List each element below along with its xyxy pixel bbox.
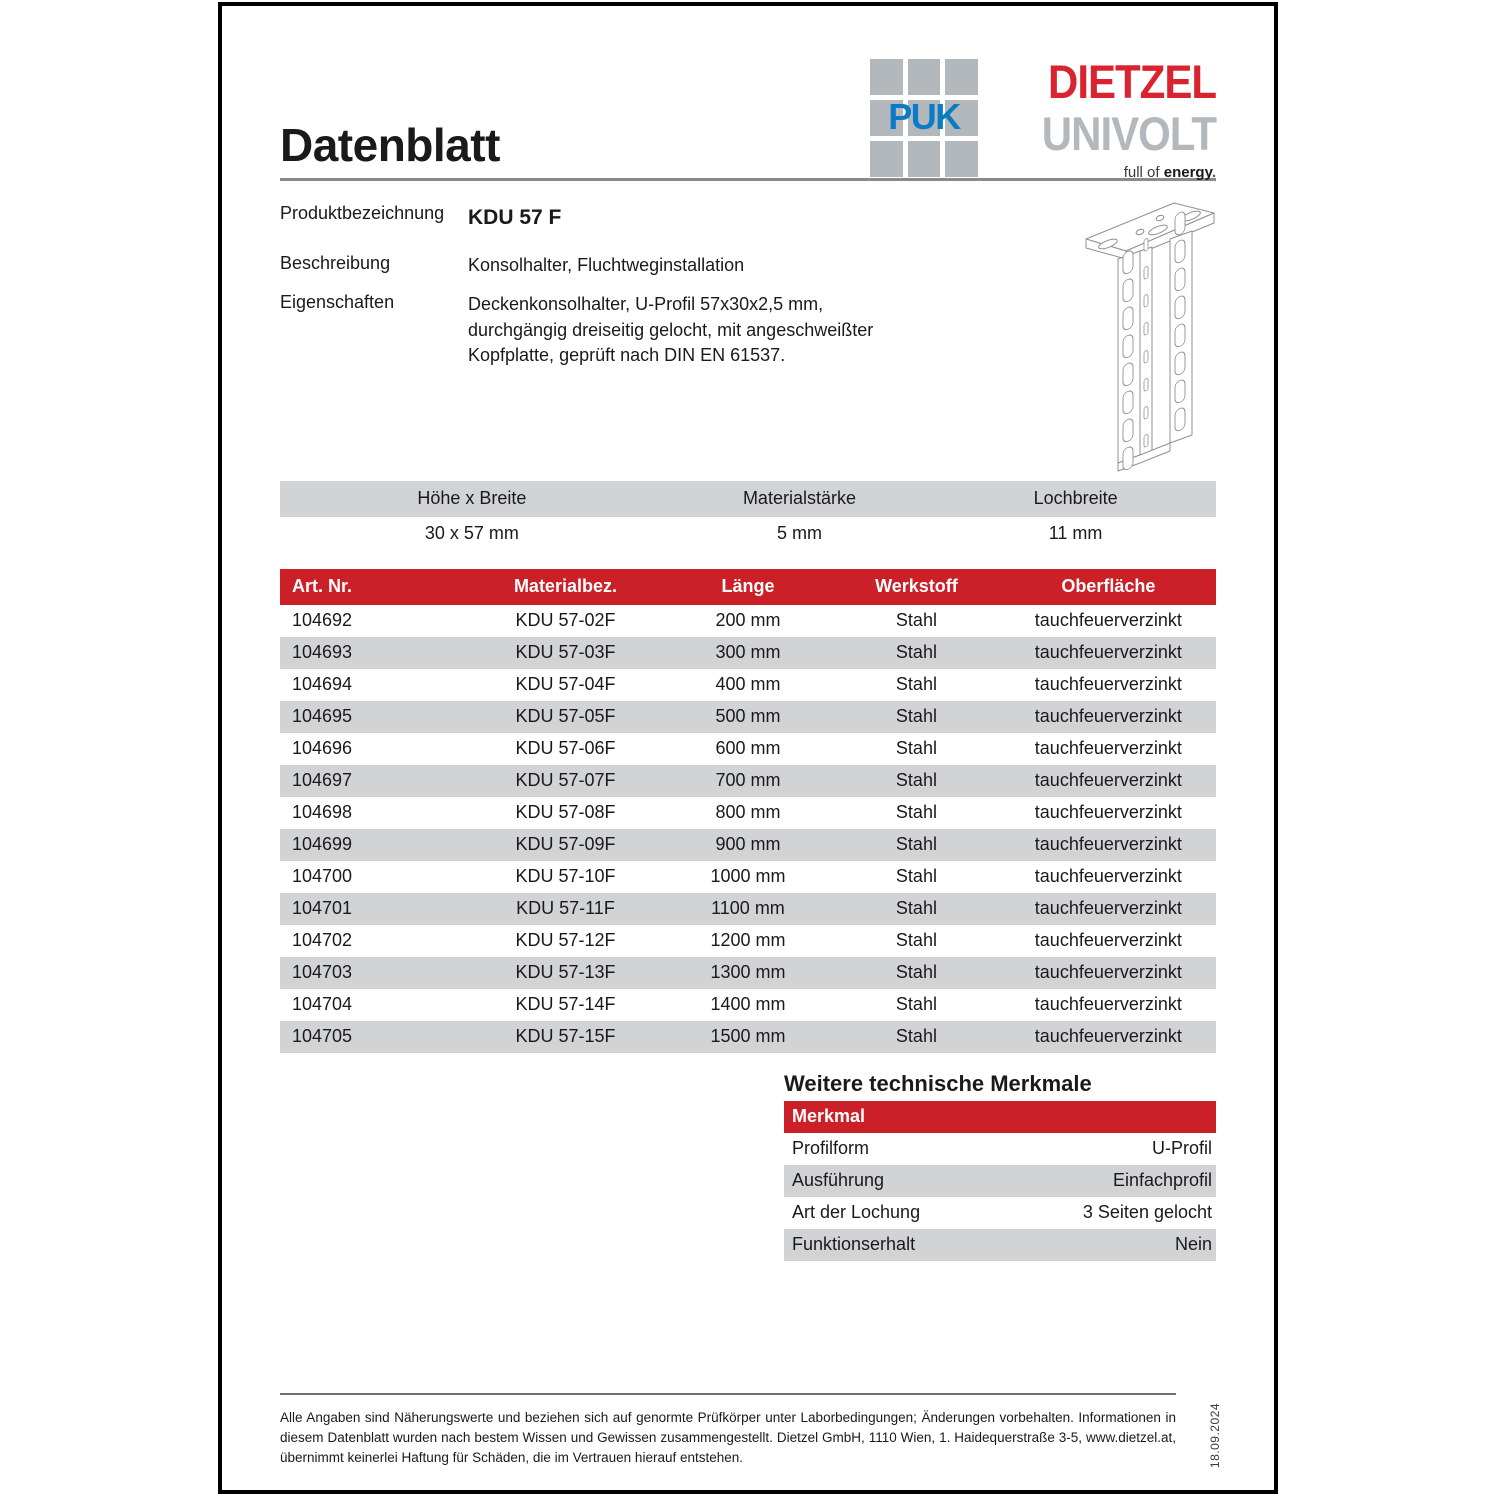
- table-cell: tauchfeuerverzinkt: [1001, 637, 1216, 669]
- table-cell: tauchfeuerverzinkt: [1034, 674, 1182, 694]
- table-row: [280, 605, 1216, 637]
- table-cell: 104703: [280, 957, 467, 989]
- table-cell: tauchfeuerverzinkt: [1034, 610, 1182, 630]
- table-row: [280, 861, 1216, 893]
- brand-tagline: [1004, 165, 1216, 180]
- merkmale-key: Art der Lochung: [792, 1202, 921, 1222]
- table-cell: Stahl: [832, 957, 1000, 989]
- page-header: [280, 6, 1216, 181]
- product-description-value: Konsolhalter, Fluchtweginstallation: [468, 254, 745, 275]
- merkmale-value: 3 Seiten gelocht: [1082, 1202, 1212, 1222]
- col-header-laenge: Länge: [664, 569, 832, 605]
- table-row: [280, 765, 1216, 797]
- puk-wordmark: PUK: [888, 96, 960, 137]
- table-cell: Stahl: [895, 994, 937, 1014]
- table-cell: 200 mm: [715, 610, 781, 630]
- col-header-werkstoff: Werkstoff: [832, 569, 1000, 605]
- tagline-light: full of: [1123, 164, 1164, 181]
- dietzel-wordmark: DIETZEL: [1048, 55, 1216, 109]
- product-illustration: [1074, 187, 1224, 487]
- table-row: [280, 637, 1216, 669]
- table-cell: Stahl: [832, 637, 1000, 669]
- table-cell: Stahl: [895, 802, 937, 822]
- table-cell: KDU 57-11F: [467, 893, 664, 925]
- table-cell: 104695: [280, 701, 467, 733]
- merkmale-row: [784, 1165, 1216, 1197]
- article-table-header-row: [280, 569, 1216, 605]
- table-cell: 104704: [292, 994, 353, 1014]
- table-cell: KDU 57-08F: [515, 802, 616, 822]
- table-cell: Stahl: [895, 674, 937, 694]
- table-cell: 104702: [292, 930, 353, 950]
- spec-value-hoehe-breite: 30 x 57 mm: [280, 517, 664, 551]
- table-cell: KDU 57-05F: [467, 701, 664, 733]
- table-cell: 800 mm: [715, 802, 781, 822]
- table-cell: 1200 mm: [710, 930, 786, 950]
- puk-grid-cell: [908, 59, 941, 95]
- spec-value-row: [280, 517, 1216, 551]
- article-table-body: [280, 605, 1216, 1053]
- table-cell: tauchfeuerverzinkt: [1034, 994, 1182, 1014]
- table-cell: Stahl: [832, 829, 1000, 861]
- table-cell: tauchfeuerverzinkt: [1001, 1021, 1216, 1053]
- table-row: [280, 669, 1216, 701]
- table-cell: 900 mm: [664, 829, 832, 861]
- spec-value-lochbreite: 11 mm: [935, 517, 1216, 551]
- merkmale-header-row: [784, 1101, 1216, 1133]
- table-cell: KDU 57-04F: [515, 674, 616, 694]
- table-cell: KDU 57-12F: [515, 930, 616, 950]
- table-cell: KDU 57-02F: [515, 610, 616, 630]
- table-cell: Stahl: [832, 1021, 1000, 1053]
- table-cell: 104694: [292, 674, 353, 694]
- logo-group: [870, 55, 1216, 181]
- page-footer: [280, 1393, 1222, 1468]
- footer-disclaimer: Alle Angaben sind Näherungswerte und beziehen sich auf genormte Prüfkörper unter Laborbedingungen; Änderungen vorbehalten. Informationen in diesem Datenblatt wurden nach bestem Wissen und Gewissen zusammengestellt. Dietzel GmbH, 1110 Wien, 1. Haidequerstraße 3-5, www.dietzel.at, übernimmt keinerlei Haftung für Schäden, die im Vertrauen hierauf entstehen.: [280, 1410, 1176, 1466]
- table-row: [280, 797, 1216, 829]
- table-cell: Stahl: [895, 866, 937, 886]
- table-cell: Stahl: [832, 893, 1000, 925]
- dimension-spec-table: [280, 481, 1216, 551]
- tagline-bold: energy: [1163, 164, 1212, 181]
- spec-header-lochbreite: Lochbreite: [935, 481, 1216, 517]
- merkmale-table-body: [784, 1133, 1216, 1261]
- article-table: [280, 569, 1216, 1053]
- col-header-oberflaeche: Oberfläche: [1001, 569, 1216, 605]
- puk-grid-cell: [870, 141, 903, 177]
- info-label: Eigenschaften: [280, 292, 395, 313]
- merkmale-value: Nein: [1022, 1229, 1216, 1261]
- merkmale-col-header: Merkmal: [784, 1101, 1216, 1133]
- table-row: [280, 957, 1216, 989]
- table-cell: tauchfeuerverzinkt: [1001, 957, 1216, 989]
- table-cell: 1300 mm: [664, 957, 832, 989]
- puk-logo: [870, 59, 978, 177]
- footer-date-stamp: 18.09.2024: [1208, 1402, 1222, 1468]
- table-row: [280, 893, 1216, 925]
- table-cell: KDU 57-06F: [515, 738, 616, 758]
- table-cell: KDU 57-03F: [467, 637, 664, 669]
- puk-grid-cell: [908, 141, 941, 177]
- table-cell: 1000 mm: [710, 866, 786, 886]
- table-cell: 600 mm: [715, 738, 781, 758]
- table-row: [280, 733, 1216, 765]
- table-cell: 1400 mm: [710, 994, 786, 1014]
- table-cell: Stahl: [895, 738, 937, 758]
- tagline-dot: .: [1211, 164, 1216, 181]
- merkmale-row: [784, 1133, 1216, 1165]
- datasheet-page: [218, 2, 1278, 1494]
- table-cell: Stahl: [832, 701, 1000, 733]
- table-cell: 1100 mm: [664, 893, 832, 925]
- table-cell: 1500 mm: [664, 1021, 832, 1053]
- merkmale-value: U-Profil: [1151, 1138, 1212, 1158]
- table-cell: 104705: [280, 1021, 467, 1053]
- table-row: [280, 701, 1216, 733]
- table-cell: KDU 57-13F: [467, 957, 664, 989]
- merkmale-value: Einfachprofil: [1022, 1165, 1216, 1197]
- table-cell: 104696: [292, 738, 353, 758]
- product-name-value: KDU 57 F: [468, 206, 562, 229]
- merkmale-key: Ausführung: [784, 1165, 1022, 1197]
- table-cell: Stahl: [895, 930, 937, 950]
- table-row: [280, 989, 1216, 1021]
- table-cell: tauchfeuerverzinkt: [1001, 701, 1216, 733]
- merkmale-row: [784, 1229, 1216, 1261]
- product-info-section: [280, 181, 1216, 481]
- table-row: [280, 1021, 1216, 1053]
- puk-grid-cell: [945, 141, 978, 177]
- table-cell: tauchfeuerverzinkt: [1001, 893, 1216, 925]
- spec-value-materialstaerke: 5 mm: [664, 517, 935, 551]
- col-header-materialbez: Materialbez.: [467, 569, 664, 605]
- table-cell: 104701: [280, 893, 467, 925]
- table-cell: 104698: [292, 802, 353, 822]
- merkmale-title: Weitere technische Merkmale: [784, 1071, 1092, 1096]
- page-title: Datenblatt: [280, 119, 500, 171]
- table-cell: KDU 57-14F: [515, 994, 616, 1014]
- table-cell: 104692: [292, 610, 353, 630]
- merkmale-key: Funktionserhalt: [784, 1229, 1022, 1261]
- puk-grid-cell: [945, 59, 978, 95]
- merkmale-row: [784, 1197, 1216, 1229]
- puk-grid-cell: [870, 59, 903, 95]
- table-row: [280, 925, 1216, 957]
- dietzel-univolt-logo: [1004, 55, 1216, 181]
- table-cell: KDU 57-07F: [467, 765, 664, 797]
- table-cell: 400 mm: [715, 674, 781, 694]
- table-cell: tauchfeuerverzinkt: [1034, 738, 1182, 758]
- table-row: [280, 829, 1216, 861]
- table-cell: 500 mm: [664, 701, 832, 733]
- table-cell: Stahl: [832, 765, 1000, 797]
- table-cell: 104699: [280, 829, 467, 861]
- product-properties-value: Deckenkonsolhalter, U-Profil 57x30x2,5 mm, durchgängig dreiseitig gelocht, mit angeschweißter Kopfplatte, geprüft nach DIN EN 61537.: [468, 294, 874, 366]
- table-cell: 104697: [280, 765, 467, 797]
- merkmale-section: [280, 1071, 1216, 1261]
- table-cell: KDU 57-10F: [515, 866, 616, 886]
- merkmale-table: [784, 1101, 1216, 1261]
- info-label: Produktbezeichnung: [280, 203, 445, 223]
- table-cell: KDU 57-15F: [467, 1021, 664, 1053]
- table-cell: KDU 57-09F: [467, 829, 664, 861]
- merkmale-key: Profilform: [792, 1138, 870, 1158]
- spec-header-hoehe-breite: Höhe x Breite: [280, 481, 664, 517]
- table-cell: tauchfeuerverzinkt: [1001, 829, 1216, 861]
- col-header-art-nr: Art. Nr.: [280, 569, 467, 605]
- table-cell: Stahl: [895, 610, 937, 630]
- spec-header-materialstaerke: Materialstärke: [664, 481, 935, 517]
- table-cell: tauchfeuerverzinkt: [1034, 930, 1182, 950]
- table-cell: tauchfeuerverzinkt: [1034, 802, 1182, 822]
- table-cell: tauchfeuerverzinkt: [1001, 765, 1216, 797]
- table-cell: tauchfeuerverzinkt: [1034, 866, 1182, 886]
- footer-divider: [280, 1393, 1176, 1395]
- table-cell: 300 mm: [664, 637, 832, 669]
- table-cell: 700 mm: [664, 765, 832, 797]
- table-cell: 104693: [280, 637, 467, 669]
- info-label: Beschreibung: [280, 252, 391, 273]
- univolt-wordmark: UNIVOLT: [1041, 107, 1216, 161]
- table-cell: 104700: [292, 866, 353, 886]
